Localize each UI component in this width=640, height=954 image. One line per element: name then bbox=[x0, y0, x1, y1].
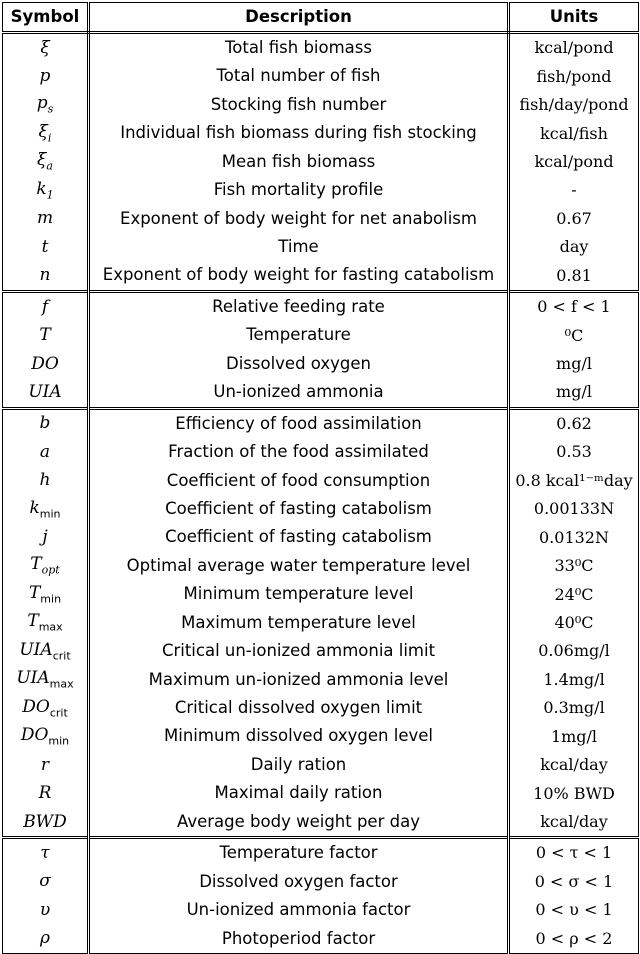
units-cell: 0.53 bbox=[509, 438, 639, 466]
table-row bbox=[3, 808, 639, 838]
units-cell: mg/l bbox=[509, 378, 639, 408]
table-row bbox=[3, 609, 639, 637]
units-cell: 0 < ρ < 2 bbox=[509, 925, 639, 954]
units-cell: kcal/pond bbox=[509, 148, 639, 176]
units-cell: - bbox=[509, 176, 639, 204]
description-cell: Critical dissolved oxygen limit bbox=[89, 694, 509, 722]
description-cell: Total fish biomass bbox=[89, 33, 509, 63]
symbol-text: ξ bbox=[37, 150, 47, 171]
units-cell: 0 < f < 1 bbox=[509, 291, 639, 321]
description-cell: Stocking fish number bbox=[89, 91, 509, 119]
table-row bbox=[3, 868, 639, 896]
table-row bbox=[3, 33, 639, 63]
units-cell: 0.81 bbox=[509, 262, 639, 292]
symbol-cell bbox=[3, 321, 89, 349]
units-cell: kcal/pond bbox=[509, 33, 639, 63]
symbol-text: a bbox=[39, 441, 51, 462]
description-cell: Temperature factor bbox=[89, 838, 509, 868]
symbol-subscript: min bbox=[48, 734, 70, 748]
units-cell: mg/l bbox=[509, 350, 639, 378]
description-cell: Efficiency of food assimilation bbox=[89, 408, 509, 438]
table-row bbox=[3, 233, 639, 261]
description-cell: Exponent of body weight for fasting catabolism bbox=[89, 262, 509, 292]
symbol-cell bbox=[3, 609, 89, 637]
symbol-text: ρ bbox=[40, 928, 50, 949]
units-cell: 0.06mg/l bbox=[509, 637, 639, 665]
units-cell: ⁰C bbox=[509, 321, 639, 349]
symbol-cell bbox=[3, 838, 89, 868]
symbol-text: UIA bbox=[16, 668, 50, 689]
description-cell: Critical un-ionized ammonia limit bbox=[89, 637, 509, 665]
symbol-cell bbox=[3, 779, 89, 807]
symbol-text: f bbox=[41, 296, 49, 317]
symbol-text: b bbox=[39, 413, 51, 434]
table-row bbox=[3, 262, 639, 292]
symbol-cell bbox=[3, 408, 89, 438]
symbol-text: T bbox=[39, 325, 51, 346]
symbol-text: ξ bbox=[38, 121, 48, 142]
symbol-text: p bbox=[39, 66, 51, 87]
symbol-text: UIA bbox=[19, 639, 53, 660]
table-row bbox=[3, 637, 639, 665]
symbol-text: DO bbox=[20, 725, 49, 746]
symbol-cell bbox=[3, 205, 89, 233]
symbol-text: R bbox=[38, 783, 52, 804]
description-cell: Temperature bbox=[89, 321, 509, 349]
symbol-cell bbox=[3, 262, 89, 292]
description-cell: Total number of fish bbox=[89, 62, 509, 90]
symbol-text: ξ bbox=[40, 37, 50, 58]
table-row bbox=[3, 91, 639, 119]
parameter-table-container bbox=[2, 2, 638, 954]
description-cell: Maximal daily ration bbox=[89, 779, 509, 807]
symbol-subscript: min bbox=[39, 506, 61, 520]
description-cell: Coefficient of fasting catabolism bbox=[89, 495, 509, 523]
symbol-text: k bbox=[29, 497, 40, 518]
description-cell: Photoperiod factor bbox=[89, 925, 509, 954]
units-cell: 0.00133N bbox=[509, 495, 639, 523]
table-row bbox=[3, 408, 639, 438]
parameter-table bbox=[2, 2, 639, 954]
symbol-cell bbox=[3, 33, 89, 63]
units-cell: kcal/day bbox=[509, 751, 639, 779]
table-row bbox=[3, 378, 639, 408]
description-cell: Fraction of the food assimilated bbox=[89, 438, 509, 466]
description-cell: Coefficient of food consumption bbox=[89, 467, 509, 495]
symbol-cell bbox=[3, 438, 89, 466]
description-cell: Mean fish biomass bbox=[89, 148, 509, 176]
table-row bbox=[3, 321, 639, 349]
table-row bbox=[3, 438, 639, 466]
units-header: Units bbox=[509, 3, 639, 33]
symbol-cell bbox=[3, 119, 89, 147]
units-cell: 40⁰C bbox=[509, 609, 639, 637]
table-row bbox=[3, 495, 639, 523]
table-row bbox=[3, 291, 639, 321]
units-cell: kcal/fish bbox=[509, 119, 639, 147]
symbol-cell bbox=[3, 925, 89, 954]
units-cell: 24⁰C bbox=[509, 580, 639, 608]
symbol-cell bbox=[3, 176, 89, 204]
symbol-subscript: s bbox=[47, 102, 54, 116]
description-header: Description bbox=[89, 3, 509, 33]
symbol-cell bbox=[3, 580, 89, 608]
symbol-cell bbox=[3, 233, 89, 261]
symbol-cell bbox=[3, 896, 89, 924]
symbol-subscript: max bbox=[49, 677, 74, 691]
units-cell: fish/day/pond bbox=[509, 91, 639, 119]
symbol-cell bbox=[3, 91, 89, 119]
symbol-cell bbox=[3, 291, 89, 321]
symbol-cell bbox=[3, 148, 89, 176]
symbol-cell bbox=[3, 378, 89, 408]
units-cell: 1.4mg/l bbox=[509, 666, 639, 694]
table-row bbox=[3, 119, 639, 147]
units-cell: 0 < σ < 1 bbox=[509, 868, 639, 896]
symbol-subscript: 1 bbox=[46, 188, 54, 202]
symbol-cell bbox=[3, 637, 89, 665]
symbol-cell bbox=[3, 808, 89, 838]
symbol-subscript: crit bbox=[52, 649, 71, 663]
units-cell: 33⁰C bbox=[509, 552, 639, 580]
table-row bbox=[3, 176, 639, 204]
description-cell: Un-ionized ammonia bbox=[89, 378, 509, 408]
units-cell: 1mg/l bbox=[509, 723, 639, 751]
description-cell: Fish mortality profile bbox=[89, 176, 509, 204]
description-cell: Maximum un-ionized ammonia level bbox=[89, 666, 509, 694]
table-row bbox=[3, 205, 639, 233]
units-cell: 10% BWD bbox=[509, 779, 639, 807]
symbol-cell bbox=[3, 751, 89, 779]
symbol-cell bbox=[3, 666, 89, 694]
symbol-cell bbox=[3, 495, 89, 523]
symbol-text: T bbox=[30, 554, 42, 575]
symbol-cell bbox=[3, 523, 89, 551]
header-row bbox=[3, 3, 639, 33]
table-row bbox=[3, 580, 639, 608]
symbol-cell bbox=[3, 868, 89, 896]
units-cell: kcal/day bbox=[509, 808, 639, 838]
table-row bbox=[3, 779, 639, 807]
table-row bbox=[3, 751, 639, 779]
table-row bbox=[3, 666, 639, 694]
description-cell: Average body weight per day bbox=[89, 808, 509, 838]
description-cell: Individual fish biomass during fish stocking bbox=[89, 119, 509, 147]
units-cell: 0.8 kcal¹⁻ᵐday bbox=[509, 467, 639, 495]
symbol-text: r bbox=[40, 754, 50, 775]
table-row bbox=[3, 350, 639, 378]
symbol-text: υ bbox=[39, 899, 51, 920]
symbol-text: σ bbox=[39, 871, 51, 892]
symbol-subscript: min bbox=[40, 592, 62, 606]
description-cell: Time bbox=[89, 233, 509, 261]
symbol-header: Symbol bbox=[3, 3, 89, 33]
symbol-text: m bbox=[36, 208, 54, 229]
symbol-cell bbox=[3, 467, 89, 495]
units-cell: 0.62 bbox=[509, 408, 639, 438]
symbol-cell bbox=[3, 62, 89, 90]
description-cell: Exponent of body weight for net anabolism bbox=[89, 205, 509, 233]
description-cell: Daily ration bbox=[89, 751, 509, 779]
symbol-text: h bbox=[39, 470, 51, 491]
symbol-text: τ bbox=[40, 842, 50, 863]
symbol-cell bbox=[3, 552, 89, 580]
symbol-text: BWD bbox=[23, 811, 67, 832]
units-cell: 0.67 bbox=[509, 205, 639, 233]
symbol-text: t bbox=[41, 236, 49, 257]
units-cell: fish/pond bbox=[509, 62, 639, 90]
table-row bbox=[3, 838, 639, 868]
description-cell: Un-ionized ammonia factor bbox=[89, 896, 509, 924]
symbol-cell bbox=[3, 723, 89, 751]
symbol-text: T bbox=[27, 611, 39, 632]
description-cell: Optimal average water temperature level bbox=[89, 552, 509, 580]
symbol-text: k bbox=[36, 178, 47, 199]
description-cell: Coefficient of fasting catabolism bbox=[89, 523, 509, 551]
symbol-cell bbox=[3, 350, 89, 378]
symbol-text: UIA bbox=[28, 381, 62, 402]
table-row bbox=[3, 467, 639, 495]
table-row bbox=[3, 694, 639, 722]
symbol-text: p bbox=[36, 93, 48, 114]
symbol-subscript: opt bbox=[41, 563, 60, 577]
description-cell: Dissolved oxygen factor bbox=[89, 868, 509, 896]
units-cell: 0.0132N bbox=[509, 523, 639, 551]
units-cell: 0 < τ < 1 bbox=[509, 838, 639, 868]
table-row bbox=[3, 925, 639, 954]
table-row bbox=[3, 723, 639, 751]
table-row bbox=[3, 552, 639, 580]
symbol-subscript: i bbox=[47, 131, 52, 145]
symbol-subscript: a bbox=[46, 159, 53, 173]
symbol-text: j bbox=[42, 527, 48, 548]
units-cell: 0 < υ < 1 bbox=[509, 896, 639, 924]
description-cell: Relative feeding rate bbox=[89, 291, 509, 321]
description-cell: Minimum dissolved oxygen level bbox=[89, 723, 509, 751]
symbol-text: T bbox=[28, 582, 41, 603]
description-cell: Maximum temperature level bbox=[89, 609, 509, 637]
symbol-subscript: crit bbox=[49, 705, 68, 719]
description-cell: Minimum temperature level bbox=[89, 580, 509, 608]
units-cell: day bbox=[509, 233, 639, 261]
table-row bbox=[3, 896, 639, 924]
table-row bbox=[3, 148, 639, 176]
symbol-text: n bbox=[39, 265, 51, 286]
table-row bbox=[3, 523, 639, 551]
symbol-subscript: max bbox=[38, 620, 63, 634]
description-cell: Dissolved oxygen bbox=[89, 350, 509, 378]
symbol-text: DO bbox=[22, 696, 50, 717]
table-body bbox=[3, 33, 639, 954]
symbol-cell bbox=[3, 694, 89, 722]
table-row bbox=[3, 62, 639, 90]
units-cell: 0.3mg/l bbox=[509, 694, 639, 722]
symbol-text: DO bbox=[31, 353, 59, 374]
